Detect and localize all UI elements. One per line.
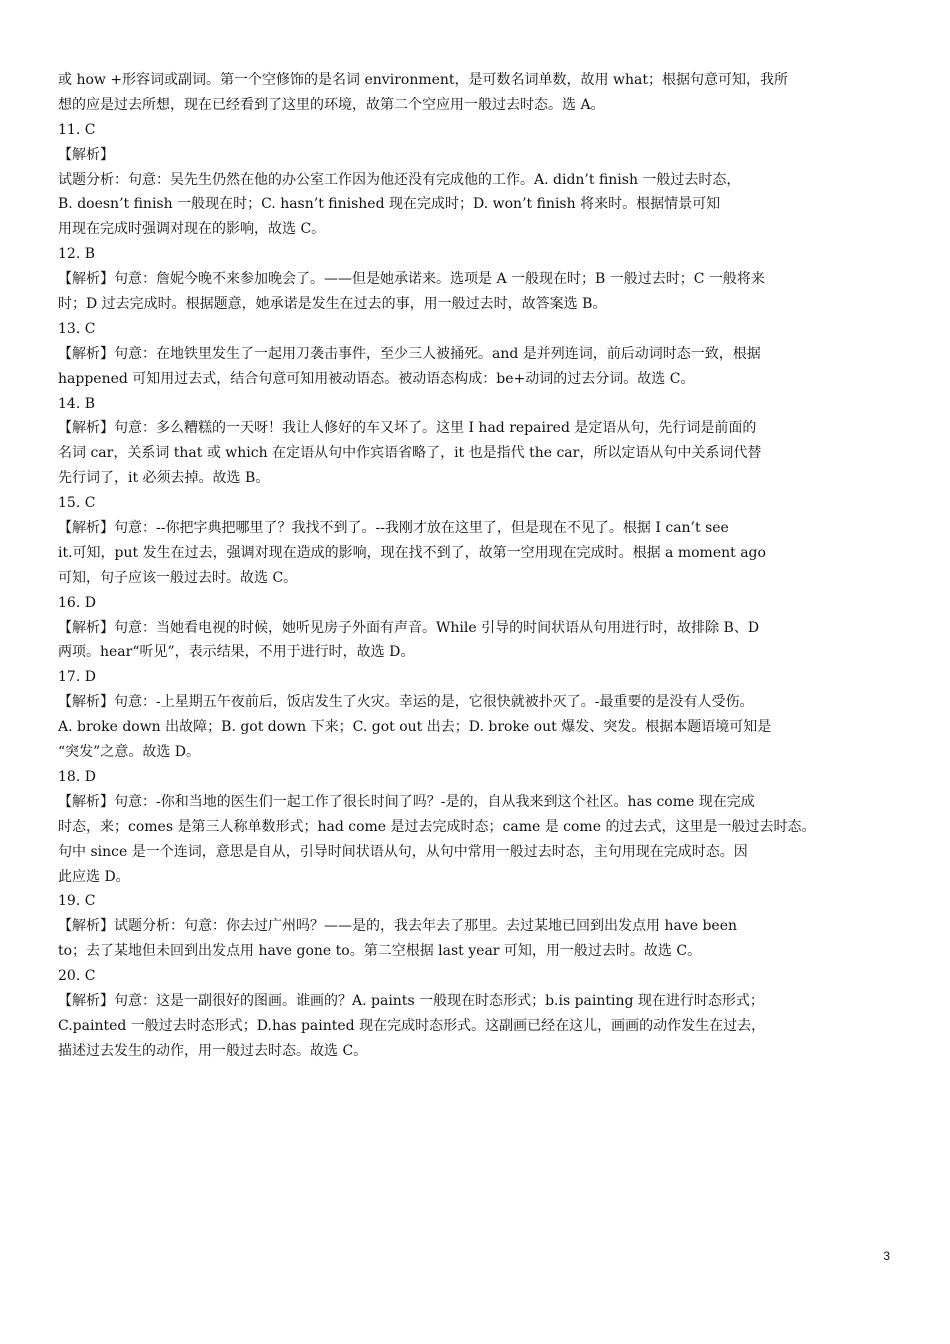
text-line: 句中 since 是一个连词，意思是自从，引导时间状语从句，从句中常用一般过去时态，主句用现在完成时态。因 (58, 843, 748, 860)
text-line: 18. D (58, 768, 96, 785)
text-line: to；去了某地但未回到出发点用 have gone to。第二空根据 last year 可知，用一般过去时。故选 C。 (58, 943, 702, 960)
text-line: 【解析】句意：--你把字典把哪里了？我找不到了。--我刚才放在这里了，但是现在不见了。根据 I can’t see (58, 520, 729, 537)
text-line: A. broke down 出故障；B. got down 下来；C. got out 出去；D. broke out 爆发、突发。根据本题语境可知是 (58, 719, 772, 736)
text-line: 【解析】句意：-你和当地的医生们一起工作了很长时间了吗？-是的，自从我来到这个社区。has come 现在完成 (58, 793, 755, 810)
text-line: 19. C (58, 893, 96, 910)
text-line: 此应选 D。 (58, 868, 130, 885)
text-line: 或 how +形容词或副词。第一个空修饰的是名词 environment，是可数名词单数，故用 what；根据句意可知，我所 (58, 72, 788, 88)
document-body (58, 68, 896, 1064)
text-line: 描述过去发生的动作，用一般过去时态。故选 C。 (58, 1042, 368, 1059)
text-line: 可知，句子应该一般过去时。故选 C。 (58, 569, 298, 586)
text-line: 【解析】试题分析：句意：你去过广州吗？——是的，我去年去了那里。去过某地已回到出发点用 have been (58, 918, 738, 935)
text-line: 13. C (58, 320, 96, 337)
text-line: 【解析】句意：多么糟糕的一天呀！我让人修好的车又坏了。这里 I had repaired 是定语从句，先行词是前面的 (58, 420, 757, 437)
text-line: 12. B (58, 246, 96, 263)
text-line: 【解析】句意：-上星期五午夜前后，饭店发生了火灾。幸运的是，它很快就被扑灭了。-最重要的是没有人受伤。 (58, 694, 754, 711)
text-line: 【解析】 (58, 146, 114, 163)
text-line: C.painted 一般过去时态形式；D.has painted 现在完成时态形式。这副画已经在这儿，画画的动作发生在过去， (58, 1017, 766, 1034)
text-line: 想的应是过去所想，现在已经看到了这里的环境，故第二个空应用一般过去时态。选 A。 (58, 96, 605, 113)
text-line: 名词 car，关系词 that 或 which 在定语从句中作宾语省略了，it 也是指代 the car，所以定语从句中关系词代替 (58, 445, 762, 462)
text-line: 【解析】句意：这是一副很好的图画。谁画的？A. paints 一般现在时态形式；b.is painting 现在进行时态形式； (58, 992, 764, 1009)
text-line: “突发”之意。故选 D。 (58, 744, 200, 761)
text-line: 时；D 过去完成时。根据题意，她承诺是发生在过去的事，用一般过去时，故答案选 B。 (58, 296, 607, 313)
text-line: 20. C (58, 968, 96, 985)
page-number: 3 (883, 1249, 890, 1263)
text-line: 15. C (58, 495, 96, 512)
text-line: 试题分析：句意：吴先生仍然在他的办公室工作因为他还没有完成他的工作。A. didn’t finish 一般过去时态， (58, 171, 741, 188)
text-line: 14. B (58, 395, 96, 412)
text-line: 16. D (58, 594, 96, 611)
text-line: 用现在完成时强调对现在的影响，故选 C。 (58, 221, 326, 238)
text-line: 先行词了，it 必须去掉。故选 B。 (58, 470, 270, 487)
text-line: 两项。hear“听见”，表示结果，不用于进行时，故选 D。 (58, 644, 415, 661)
text-line: 11. C (58, 121, 96, 138)
text-line: 时态，来；comes 是第三人称单数形式；had come 是过去完成时态；came 是 come 的过去式，这里是一般过去时态。 (58, 818, 816, 835)
text-line: it.可知，put 发生在过去，强调对现在造成的影响，现在找不到了，故第一空用现在完成时。根据 a moment ago (58, 544, 766, 561)
text-line: 【解析】句意：当她看电视的时候，她听见房子外面有声音。While 引导的时间状语从句用进行时，故排除 B、D (58, 619, 760, 636)
text-line: 【解析】句意：詹妮今晚不来参加晚会了。——但是她承诺来。选项是 A 一般现在时；B 一般过去时；C 一般将来 (58, 271, 765, 288)
text-line: 【解析】句意：在地铁里发生了一起用刀袭击事件，至少三人被捅死。and 是并列连词，前后动词时态一致，根据 (58, 345, 761, 362)
text-line: happened 可知用过去式，结合句意可知用被动语态。被动语态构成：be+动词的过去分词。故选 C。 (58, 370, 695, 387)
text-line: 17. D (58, 669, 96, 686)
text-line: B. doesn’t finish 一般现在时；C. hasn’t finished 现在完成时；D. won’t finish 将来时。根据情景可知 (58, 196, 721, 213)
